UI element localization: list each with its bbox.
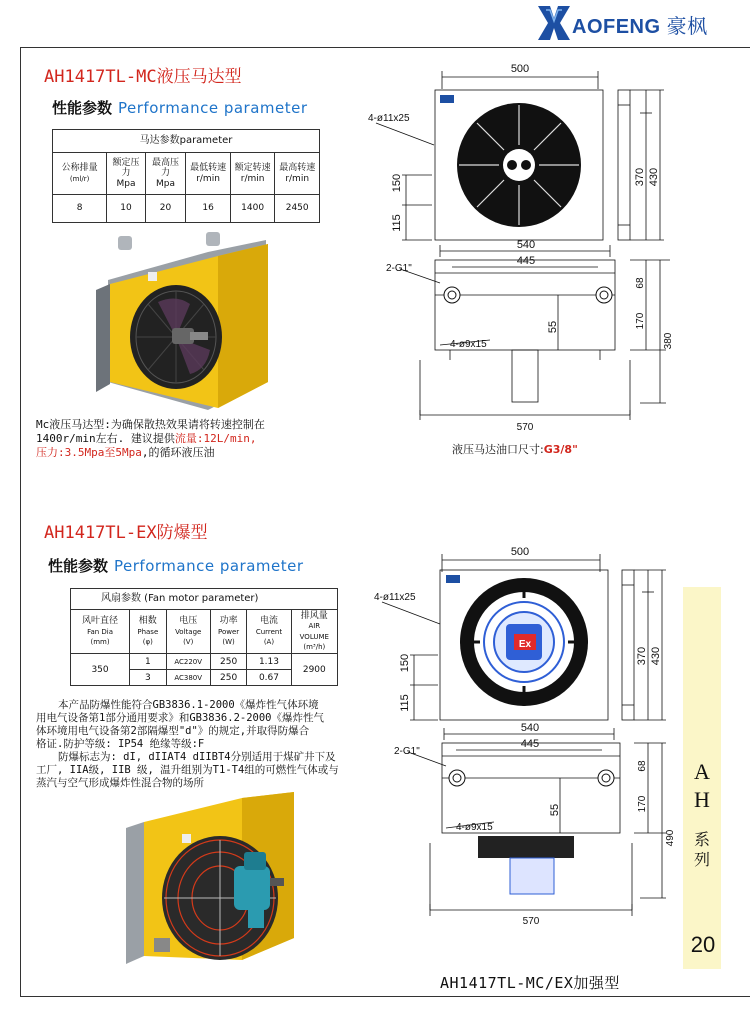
dim-68: 68: [635, 277, 646, 289]
dim-holes: 4-ø11x25: [368, 113, 410, 124]
brand-name: AOFENG: [572, 16, 661, 38]
oil-port-size: 液压马达油口尺寸:G3/8": [452, 443, 578, 456]
dim-500: 500: [510, 546, 530, 558]
dim-380: 380: [663, 332, 674, 350]
dim-g1: 2-G1": [386, 263, 412, 274]
dim-500: 500: [510, 63, 530, 75]
perf-en: Performance parameter: [114, 557, 304, 575]
header-cell: 排风量 AIR VOLUME (m³/h): [291, 610, 337, 654]
dim-540: 540: [516, 239, 536, 251]
dim-115: 115: [391, 214, 403, 232]
header-cell: 公称排量 (ml/r): [53, 153, 107, 195]
table-caption: 风扇参数 (Fan motor parameter): [71, 589, 338, 610]
dim-430: 430: [648, 167, 660, 187]
motor-cooler-photo: [88, 232, 318, 412]
dim-430: 430: [650, 646, 662, 666]
ex-cooler-photo: [122, 788, 312, 973]
section2-title: AH1417TL-EX防爆型: [44, 523, 208, 543]
dim-holes: 4-ø11x25: [374, 592, 416, 603]
dim-370: 370: [636, 646, 648, 666]
header-cell: 最高转速 r/min: [275, 153, 320, 195]
frame-bottom-line: [20, 996, 750, 997]
perf-cn: 性能参数: [52, 99, 113, 117]
dim-570: 570: [522, 916, 540, 927]
perf-cn: 性能参数: [48, 557, 109, 575]
dim-540: 540: [520, 722, 540, 734]
header-cell: 最高压力 Mpa: [145, 153, 186, 195]
table-caption: 马达参数parameter: [53, 130, 320, 153]
brand-logo: [572, 10, 708, 39]
table-row: 3 AC380V 250 0.67: [71, 670, 338, 686]
dim-370: 370: [634, 167, 646, 187]
table-row: 8 10 20 16 1400 2450: [53, 195, 320, 223]
brand-cn: 豪枫: [666, 16, 708, 38]
header-cell: 额定转速 r/min: [230, 153, 275, 195]
header-cell: 风叶直径 Fan Dia (mm): [71, 610, 130, 654]
motor-parameter-table: [52, 129, 320, 223]
dim-170: 170: [635, 312, 646, 330]
header-cell: 额定压力 Mpa: [107, 153, 146, 195]
dim-570: 570: [516, 422, 534, 433]
dim-g1: 2-G1": [394, 746, 420, 757]
section1-perf-heading: [52, 97, 308, 118]
ex-mark: Ex: [518, 639, 532, 650]
section1-note: Mc液压马达型:为确保散热效果请将转速控制在 1400r/min左右. 建议提供流量:12L/min, 压力:3.5Mpa至5Mpa,的循环液压油: [36, 418, 265, 459]
header-cell: 相数 Phase (φ): [130, 610, 166, 654]
ex-type-drawing: [360, 538, 680, 928]
explosion-proof-paragraph: 本产品防爆性能符合GB3836.1-2000《爆炸性气体环境 用电气设备第1部分通用要求》和GB3836.2-2000《爆炸性气 体环境用电气设备第2部隔爆型"d"》的规定,并取得防爆合 格证.防护等级: IP54 绝缘等级:F 防爆标志为: dI, dIIAT4 dIIBT4分别适用于煤矿井下及 工厂, IIA级, IIB 级, 温升组别为T1-T4组的可燃性气体或与 蒸汽与空气形成爆炸性混合物的场所: [36, 699, 339, 789]
dim-150: 150: [399, 653, 411, 673]
dim-115: 115: [399, 694, 411, 712]
section1-title: AH1417TL-MC液压马达型: [44, 67, 242, 87]
series-code: A H: [694, 759, 710, 812]
dim-base-holes: 4-ø9x15: [450, 339, 487, 350]
aofeng-logo-icon: [536, 4, 572, 42]
table-row: 350 1 AC220V 250 1.13 2900: [71, 654, 338, 670]
header-cell: 电流 Current (A): [247, 610, 291, 654]
section2-perf-heading: [48, 555, 304, 576]
dim-base-holes: 4-ø9x15: [456, 822, 493, 833]
dim-55: 55: [549, 803, 561, 817]
fan-motor-table: [70, 588, 338, 686]
dim-68: 68: [637, 760, 648, 772]
dim-170: 170: [637, 795, 648, 813]
header-cell: 功率 Power (W): [210, 610, 246, 654]
dim-490: 490: [665, 829, 676, 847]
perf-en: Performance parameter: [118, 99, 308, 117]
dim-445: 445: [516, 255, 536, 267]
frame-top-line: [20, 47, 750, 48]
page-number: 20: [690, 932, 716, 957]
header-cell: 最低转速 r/min: [186, 153, 231, 195]
motor-type-drawing: [360, 55, 690, 465]
series-label: 系 列: [693, 830, 710, 869]
dim-445: 445: [520, 738, 540, 750]
header-cell: 电压 Voltage (V): [166, 610, 210, 654]
frame-left-line: [20, 47, 21, 997]
footer-model: AH1417TL-MC/EX加强型: [440, 974, 620, 992]
dim-55: 55: [547, 320, 559, 334]
dim-150: 150: [391, 173, 403, 193]
